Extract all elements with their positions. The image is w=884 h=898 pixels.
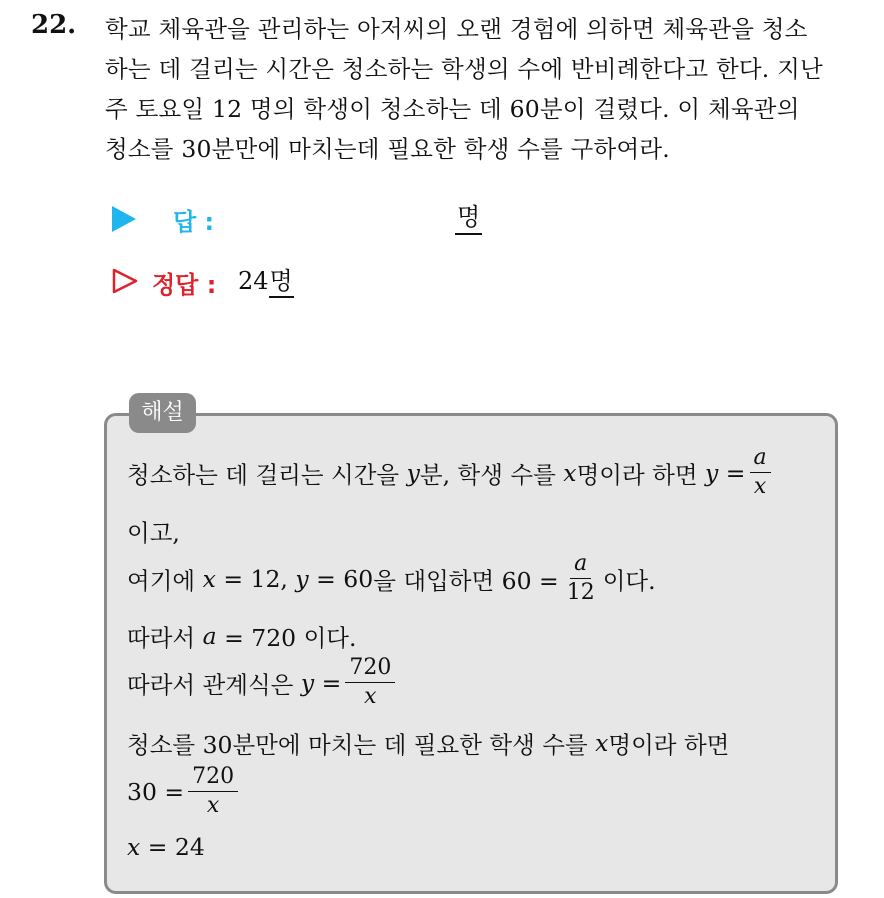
problem-line-4: 청소를 30분만에 마치는데 필요한 학생 수를 구하여라. bbox=[105, 135, 670, 163]
fraction: $\frac{720}{x}$ bbox=[188, 765, 238, 818]
solution-line-3: 여기에 x = 12, y = 60 을 대입하면 60 = $\frac{a}{12}$ 이다. bbox=[127, 551, 656, 605]
answer-arrow-icon bbox=[112, 206, 136, 232]
problem-number: 22. bbox=[31, 10, 77, 40]
fraction: $\frac{720}{x}$ bbox=[345, 656, 395, 709]
correct-label: 정답 : bbox=[152, 271, 217, 299]
solution-line-7: 30 = $\frac{720}{x}$ bbox=[127, 765, 242, 818]
problem-line-3: 주 토요일 12 명의 학생이 청소하는 데 60분이 걸렸다. 이 체육관의 bbox=[105, 95, 800, 123]
solution-line-1: 청소하는 데 걸리는 시간을 y 분, 학생 수를 x 명이라 하면 y = $\frac{a}{x}$ bbox=[127, 446, 775, 499]
solution-line-4: 따라서 a = 720 이다. bbox=[127, 622, 357, 652]
fraction: $\frac{a}{12}$ bbox=[566, 551, 595, 605]
problem-line-2: 하는 데 걸리는 시간은 청소하는 학생의 수에 반비례한다고 한다. 지난 bbox=[105, 55, 823, 83]
solution-line-6: 청소를 30분만에 마치는 데 필요한 학생 수를 x 명이라 하면 bbox=[127, 729, 730, 759]
correct-arrow-icon bbox=[111, 267, 139, 295]
answer-label: 답 : bbox=[173, 208, 215, 236]
solution-line-2: 이고, bbox=[127, 519, 180, 547]
correct-answer bbox=[238, 266, 294, 296]
correct-unit: 명 bbox=[269, 267, 294, 298]
problem-line-1: 학교 체육관을 관리하는 아저씨의 오랜 경험에 의하면 체육관을 청소 bbox=[105, 15, 808, 43]
solution-tag: 해설 bbox=[129, 393, 196, 433]
fraction: $\frac{a}{x}$ bbox=[750, 446, 771, 499]
answer-blank[interactable]: 명 bbox=[455, 202, 482, 235]
solution-line-8: x = 24 bbox=[127, 833, 205, 861]
solution-line-5: 따라서 관계식은 y = $\frac{720}{x}$ bbox=[127, 656, 399, 709]
correct-value: 24 bbox=[238, 267, 269, 295]
